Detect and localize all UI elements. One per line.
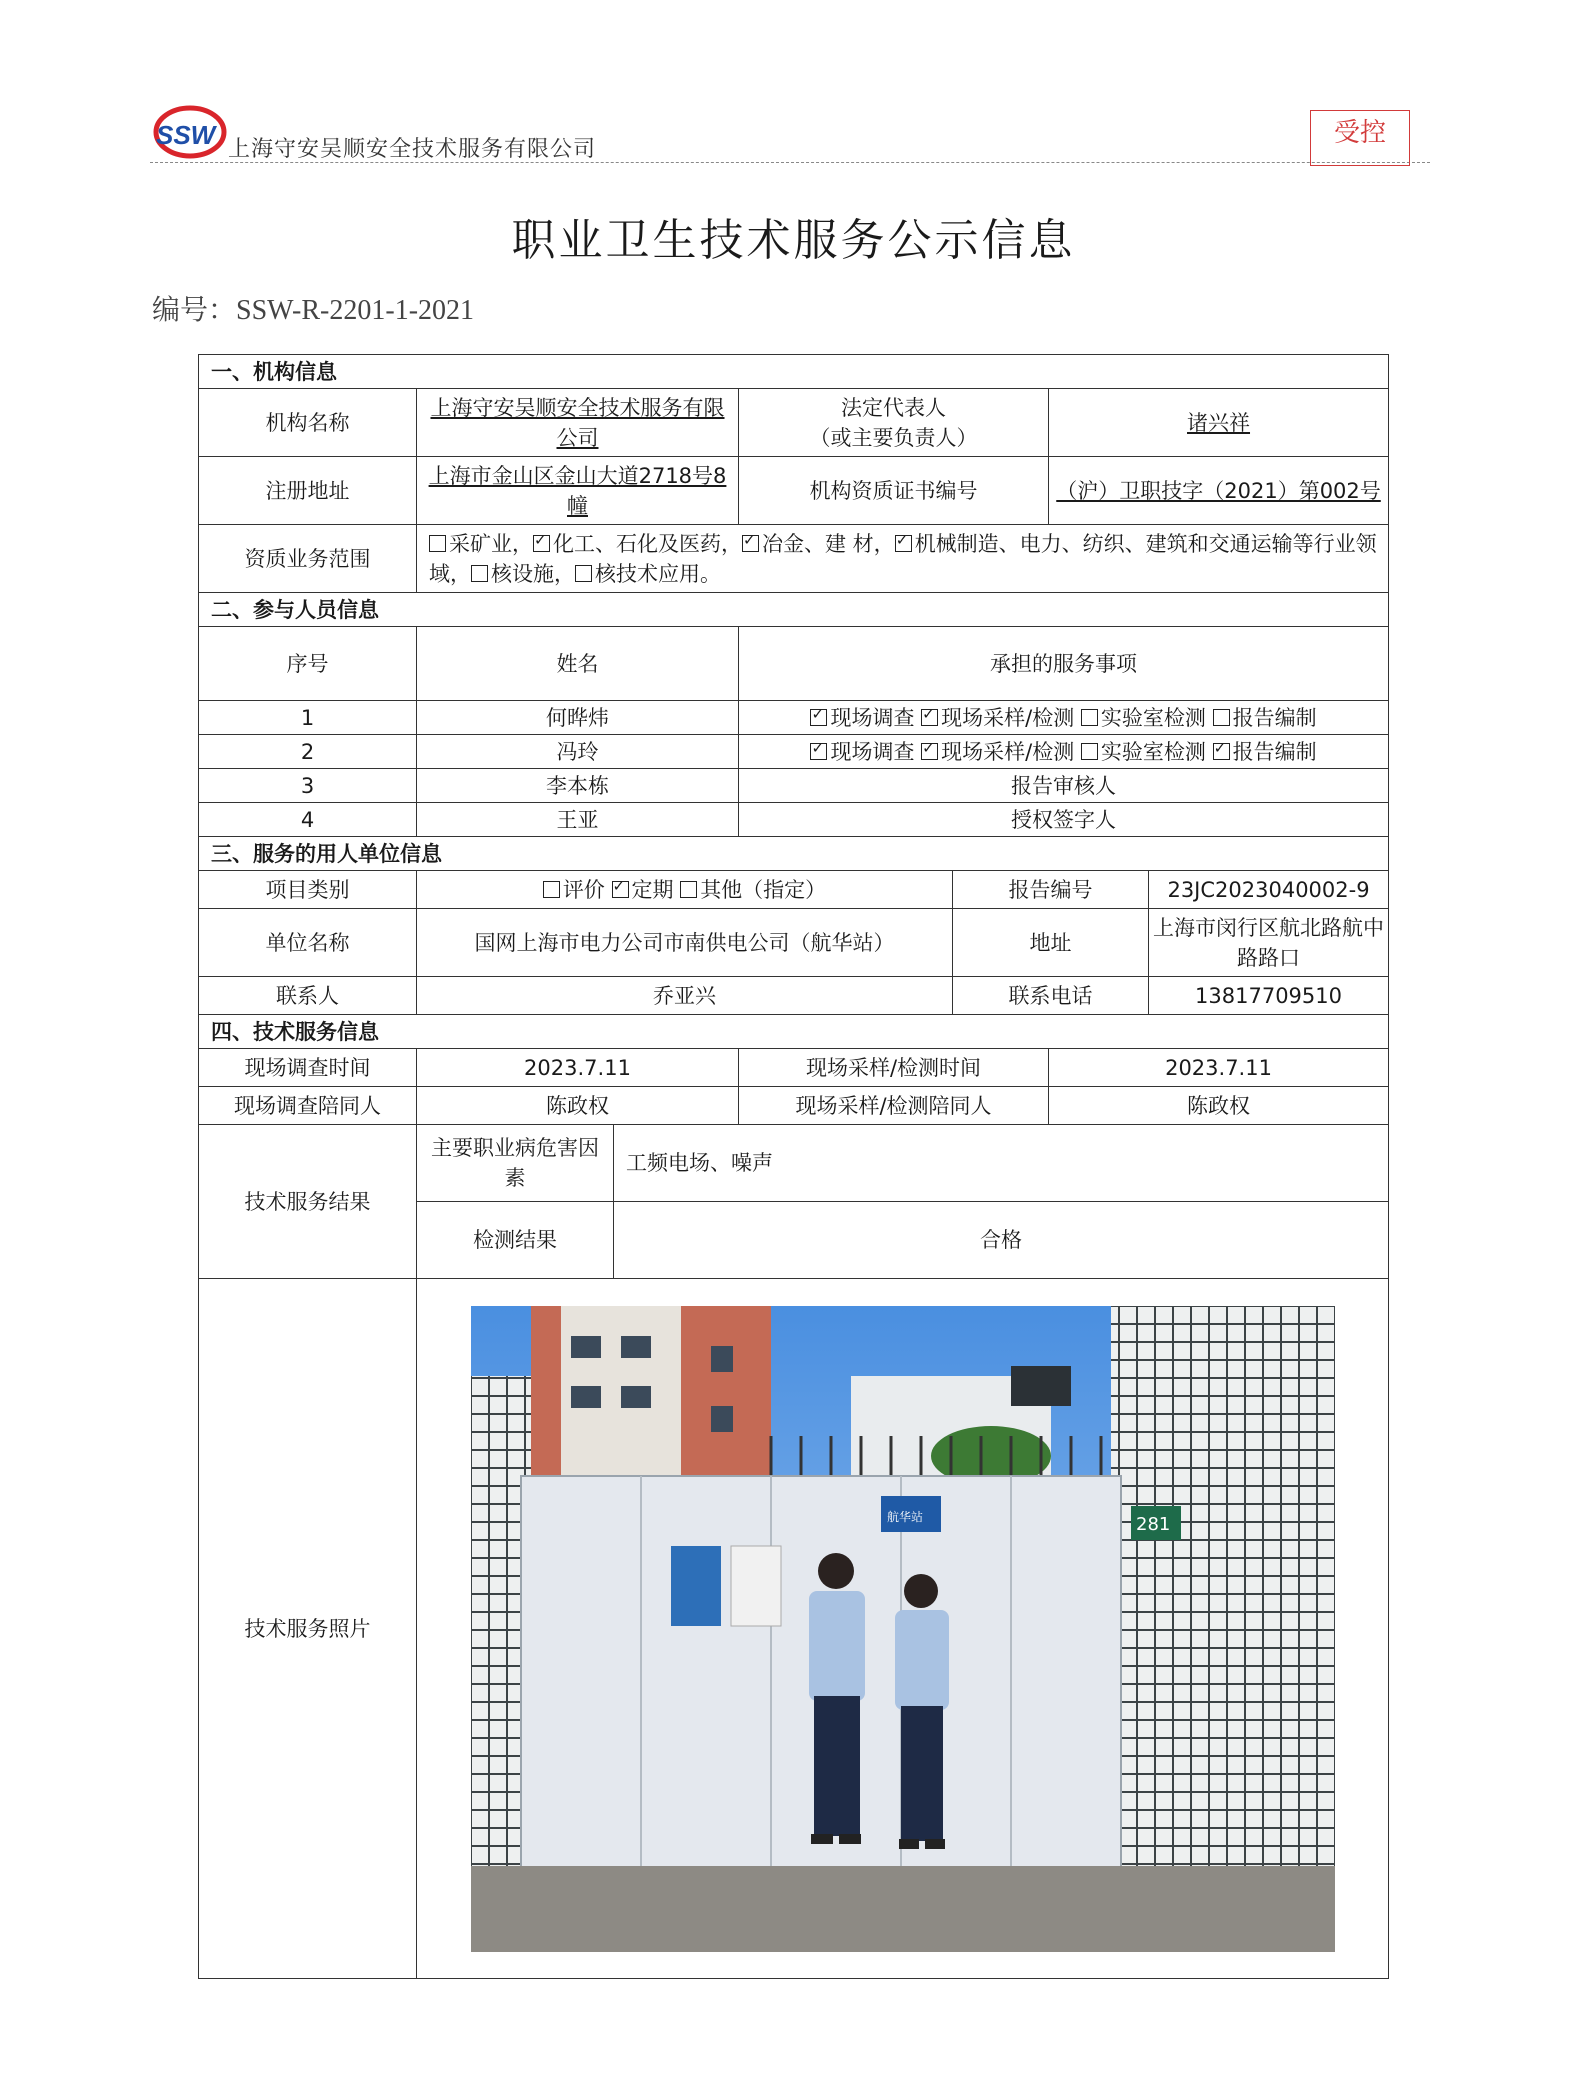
scope-item: 冶金、建 材，: [762, 531, 895, 556]
checkbox-checked-icon: [921, 743, 938, 760]
result-label: 技术服务结果: [199, 1125, 417, 1279]
registered-address: 上海市金山区金山大道2718号8幢: [417, 457, 739, 525]
company-logo: [150, 100, 228, 162]
scope-item: 核设施，: [491, 561, 575, 586]
hazard-factors: 工频电场、噪声: [626, 1151, 773, 1175]
duty-option: 实验室检测: [1100, 739, 1206, 764]
checkbox-checked-icon: [895, 535, 912, 552]
unit-address: 上海市闵行区航北路航中路路口: [1149, 909, 1389, 977]
project-type-label: 项目类别: [199, 871, 417, 909]
legal-rep-label-line1: 法定代表人: [841, 395, 946, 420]
unit-address-label: 地址: [953, 909, 1149, 977]
checkbox-checked-icon: [921, 709, 938, 726]
scope-item: 采矿业，: [449, 531, 533, 556]
person-no: 2: [199, 735, 417, 769]
project-type-option: 定期: [631, 877, 674, 902]
hazard-label: 主要职业病危害因素: [417, 1125, 614, 1201]
person-duties: [739, 735, 1389, 769]
test-result: 合格: [980, 1228, 1023, 1252]
project-type-option: 其他（指定）: [700, 877, 827, 902]
photo-person-2: [895, 1574, 949, 1849]
org-name: 上海守安吴顺安全技术服务有限公司: [417, 389, 739, 457]
qualification-scope: [417, 525, 1389, 593]
table-row: [199, 701, 1389, 735]
checkbox-checked-icon: [1213, 743, 1230, 760]
phone-label: 联系电话: [953, 977, 1149, 1015]
checkbox-checked-icon: [810, 709, 827, 726]
survey-escort-label: 现场调查陪同人: [199, 1087, 417, 1125]
person-name: 何晔炜: [417, 701, 739, 735]
page-title: 职业卫生技术服务公示信息: [511, 215, 1076, 266]
table-row: [199, 735, 1389, 769]
checkbox-empty-icon: [1081, 743, 1098, 760]
duty-option: 报告编制: [1232, 705, 1317, 730]
person-name: 李本栋: [417, 769, 739, 803]
col-no-header: 序号: [199, 627, 417, 701]
survey-escort: 陈政权: [417, 1087, 739, 1125]
contact-label: 联系人: [199, 977, 417, 1015]
sampling-time-label: 现场采样/检测时间: [739, 1049, 1049, 1087]
letterhead: [150, 96, 1430, 166]
cert-label: 机构资质证书编号: [739, 457, 1049, 525]
sampling-escort-label: 现场采样/检测陪同人: [739, 1087, 1049, 1125]
checkbox-checked-icon: [810, 743, 827, 760]
company-name: 上海守安吴顺安全技术服务有限公司: [228, 137, 597, 162]
person-duties: [739, 701, 1389, 735]
legal-rep-label-line2: （或主要负责人）: [809, 425, 978, 450]
legal-rep: 诸兴祥: [1049, 389, 1389, 457]
checkbox-checked-icon: [612, 881, 629, 898]
legal-rep-label: [739, 389, 1049, 457]
scope-item: 核技术应用。: [595, 561, 721, 586]
survey-time: 2023.7.11: [417, 1049, 739, 1087]
duty-option: 报告编制: [1232, 739, 1317, 764]
person-duty: 报告审核人: [739, 769, 1389, 803]
contact-phone: 13817709510: [1149, 977, 1389, 1015]
doc-number-label: 编号：: [152, 295, 237, 326]
col-name-header: 姓名: [417, 627, 739, 701]
photo-cell: [417, 1279, 1389, 1979]
checkbox-empty-icon: [471, 565, 488, 582]
person-no: 1: [199, 701, 417, 735]
contact-person: 乔亚兴: [417, 977, 953, 1015]
unit-name: 国网上海市电力公司市南供电公司（航华站）: [417, 909, 953, 977]
scope-item: 机械制造、电力、纺织、建筑和交通运输等行业领域，: [429, 531, 1377, 586]
report-number: 23JC2023040002-9: [1149, 871, 1389, 909]
document-number: [152, 288, 474, 328]
cert-number: （沪）卫职技字（2021）第002号: [1049, 457, 1389, 525]
report-no-label: 报告编号: [953, 871, 1149, 909]
checkbox-empty-icon: [543, 881, 560, 898]
photo-door-number: 281: [1135, 1513, 1170, 1535]
header-divider: [150, 162, 1430, 163]
unit-name-label: 单位名称: [199, 909, 417, 977]
doc-number-value: SSW-R-2201-1-2021: [236, 295, 475, 326]
checkbox-empty-icon: [1081, 709, 1098, 726]
table-row: [199, 769, 1389, 803]
section2-heading: 二、参与人员信息: [199, 593, 1389, 627]
survey-time-label: 现场调查时间: [199, 1049, 417, 1087]
test-result-label: 检测结果: [417, 1202, 614, 1278]
project-type-options: [417, 871, 953, 909]
controlled-stamp: 受控: [1310, 110, 1410, 166]
checkbox-empty-icon: [680, 881, 697, 898]
person-no: 3: [199, 769, 417, 803]
checkbox-empty-icon: [575, 565, 592, 582]
section3-heading: 三、服务的用人单位信息: [199, 837, 1389, 871]
person-name: 冯玲: [417, 735, 739, 769]
table-row: [199, 803, 1389, 837]
person-name: 王亚: [417, 803, 739, 837]
duty-option: 现场调查: [830, 705, 915, 730]
address-label: 注册地址: [199, 457, 417, 525]
section1-heading: 一、机构信息: [199, 355, 1389, 389]
duty-option: 实验室检测: [1100, 705, 1206, 730]
info-table: [198, 354, 1389, 1979]
checkbox-checked-icon: [742, 535, 759, 552]
photo-station-sign: 航华站: [886, 1509, 923, 1524]
scope-item: 化工、石化及医药，: [553, 531, 742, 556]
duty-option: 现场调查: [830, 739, 915, 764]
sampling-escort: 陈政权: [1049, 1087, 1389, 1125]
person-duty: 授权签字人: [739, 803, 1389, 837]
section4-heading: 四、技术服务信息: [199, 1015, 1389, 1049]
scope-label: 资质业务范围: [199, 525, 417, 593]
person-no: 4: [199, 803, 417, 837]
project-type-option: 评价: [562, 877, 605, 902]
col-duty-header: 承担的服务事项: [739, 627, 1389, 701]
duty-option: 现场采样/检测: [941, 739, 1075, 764]
photo-label: 技术服务照片: [199, 1279, 417, 1979]
service-photo: [471, 1306, 1335, 1952]
duty-option: 现场采样/检测: [941, 705, 1075, 730]
checkbox-empty-icon: [1213, 709, 1230, 726]
photo-person-1: [809, 1553, 865, 1844]
org-name-label: 机构名称: [199, 389, 417, 457]
checkbox-empty-icon: [429, 535, 446, 552]
sampling-time: 2023.7.11: [1049, 1049, 1389, 1087]
checkbox-checked-icon: [533, 535, 550, 552]
logo-text: SSW: [156, 120, 216, 150]
